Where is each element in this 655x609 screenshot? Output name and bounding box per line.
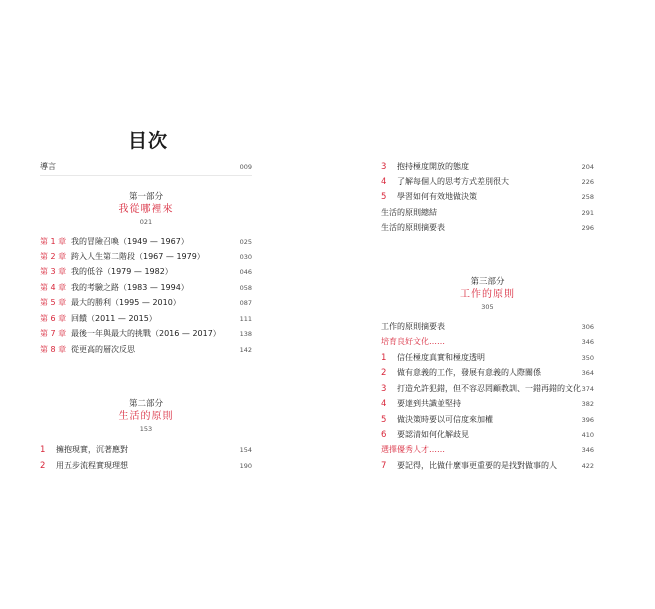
section-title: 做有意義的工作，發展有意義的人際關係	[397, 368, 541, 377]
section-number: 2	[40, 461, 46, 471]
toc-page-number: 204	[581, 163, 594, 171]
toc-page-number: 396	[581, 416, 594, 424]
toc-chapter-5[interactable]	[40, 296, 252, 310]
part-page-number: 305	[481, 303, 494, 311]
toc-page-number: 087	[239, 299, 252, 307]
toc-life-4[interactable]	[381, 175, 594, 189]
toc-work-5[interactable]	[381, 413, 594, 427]
section-title: 生活的原則摘要表	[381, 223, 445, 232]
section-title: 生活的原則總結	[381, 208, 437, 217]
section-title: 學習如何有效地做決策	[397, 192, 477, 201]
section-number: 4	[381, 177, 387, 187]
section-title: 了解每個人的思考方式差別很大	[397, 177, 509, 186]
chapter-title: 最大的勝利（1995 — 2010）	[71, 298, 181, 307]
divider	[40, 175, 252, 176]
toc-chapter-6[interactable]	[40, 312, 252, 326]
toc-page-number: 306	[581, 323, 594, 331]
toc-work-2[interactable]	[381, 366, 594, 380]
section-number: 2	[381, 368, 387, 378]
toc-chapter-1[interactable]	[40, 235, 252, 249]
part-label: 第一部分	[128, 192, 163, 202]
toc-page-number: 410	[581, 431, 594, 439]
chapter-number: 第 2 章	[40, 252, 67, 261]
chapter-title: 跨入人生第二階段（1967 — 1979）	[71, 252, 205, 261]
part-title: 生活的原則	[118, 411, 174, 422]
section-title: 要認清如何化解歧見	[397, 430, 469, 439]
section-number: 1	[381, 353, 387, 363]
chapter-number: 第 8 章	[40, 345, 67, 354]
toc-intro-label: 導言	[40, 162, 56, 171]
part-title: 我從哪裡來	[118, 204, 174, 215]
section-number: 5	[381, 415, 387, 425]
toc-page-number: 346	[581, 446, 594, 454]
chapter-number: 第 5 章	[40, 298, 67, 307]
part-label: 第二部分	[128, 399, 163, 409]
section-title: 要記得，比做什麼事更重要的是找對做事的人	[397, 461, 557, 470]
toc-page-number: 374	[581, 385, 594, 393]
toc-life-1[interactable]	[40, 443, 252, 457]
toc-page-number: 382	[581, 400, 594, 408]
chapter-number: 第 4 章	[40, 283, 67, 292]
section-title: 做決策時要以可信度來加權	[397, 415, 493, 424]
part-label: 第三部分	[470, 277, 505, 287]
toc-page-number: 291	[581, 209, 594, 217]
section-title: 抱持極度開放的態度	[397, 162, 469, 171]
toc-page-number: 138	[239, 330, 252, 338]
toc-page-number: 190	[239, 462, 252, 470]
toc-life-summary[interactable]	[381, 206, 594, 220]
toc-chapter-8[interactable]	[40, 343, 252, 357]
toc-page-number: 422	[581, 462, 594, 470]
part-page-number: 021	[139, 218, 153, 226]
toc-life-3[interactable]	[381, 160, 594, 174]
toc-page-number: 226	[581, 178, 594, 186]
chapter-number: 第 1 章	[40, 237, 67, 246]
toc-life-5[interactable]	[381, 190, 594, 204]
chapter-title: 從更高的層次反思	[71, 345, 135, 354]
toc-work-4[interactable]	[381, 397, 594, 411]
toc-chapter-7[interactable]	[40, 327, 252, 341]
toc-work-3[interactable]	[381, 382, 594, 396]
section-number: 1	[40, 445, 46, 455]
section-number: 5	[381, 192, 387, 202]
toc-page-number: 346	[581, 338, 594, 346]
page-title: 目次	[128, 130, 169, 152]
toc-page-number: 142	[239, 346, 252, 354]
chapter-title: 回饋（2011 — 2015）	[71, 314, 157, 323]
section-number: 7	[381, 461, 387, 471]
toc-page-number: 154	[239, 446, 252, 454]
chapter-title: 我的低谷（1979 — 1982）	[71, 267, 173, 276]
toc-page-number: 058	[239, 284, 252, 292]
toc-page-number: 350	[581, 354, 594, 362]
chapter-title: 我的考驗之路（1983 — 1994）	[71, 283, 189, 292]
section-title: 要達到共識並堅持	[397, 399, 461, 408]
toc-culture-heading[interactable]	[381, 335, 594, 349]
chapter-title: 我的冒險召喚（1949 — 1967）	[71, 237, 189, 246]
toc-life-summary-table[interactable]	[381, 221, 594, 235]
toc-page-number: 296	[581, 224, 594, 232]
chapter-number: 第 3 章	[40, 267, 67, 276]
toc-work-summary[interactable]	[381, 320, 594, 334]
part-three-header	[381, 276, 594, 312]
toc-page-number: 009	[239, 163, 252, 171]
toc-page-number: 030	[239, 253, 252, 261]
toc-work-7[interactable]	[381, 459, 594, 473]
chapter-number: 第 6 章	[40, 314, 67, 323]
section-number: 6	[381, 430, 387, 440]
part-title: 工作的原則	[460, 289, 515, 300]
section-number: 3	[381, 384, 387, 394]
part-two-header	[40, 398, 252, 434]
toc-chapter-2[interactable]	[40, 250, 252, 264]
toc-people-heading[interactable]	[381, 443, 594, 457]
part-one-header	[40, 191, 252, 227]
section-title: 打造允許犯錯，但不容忍罔顧教訓、一錯再錯的文化	[397, 384, 581, 393]
section-title: 信任極度真實和極度透明	[397, 353, 485, 362]
toc-page-number: 364	[581, 369, 594, 377]
toc-page-number: 025	[239, 238, 252, 246]
part-page-number: 153	[139, 425, 153, 433]
section-title: 工作的原則摘要表	[381, 322, 445, 331]
toc-page-number: 258	[581, 193, 594, 201]
toc-page-number: 046	[239, 268, 252, 276]
section-heading: 培育良好文化……	[381, 337, 445, 346]
section-title: 用五步流程實現理想	[56, 461, 128, 470]
section-number: 3	[381, 162, 387, 172]
toc-chapter-3[interactable]	[40, 265, 252, 279]
chapter-number: 第 7 章	[40, 329, 67, 338]
toc-work-1[interactable]	[381, 351, 594, 365]
section-title: 擁抱現實，沉著應對	[56, 445, 128, 454]
chapter-title: 最後一年與最大的挑戰（2016 — 2017）	[71, 329, 221, 338]
toc-work-6[interactable]	[381, 428, 594, 442]
toc-page-number: 111	[239, 315, 252, 323]
section-number: 4	[381, 399, 387, 409]
section-heading: 選擇優秀人才……	[381, 445, 445, 454]
toc-chapter-4[interactable]	[40, 281, 252, 295]
toc-intro[interactable]	[40, 160, 252, 174]
toc-life-2[interactable]	[40, 459, 252, 473]
